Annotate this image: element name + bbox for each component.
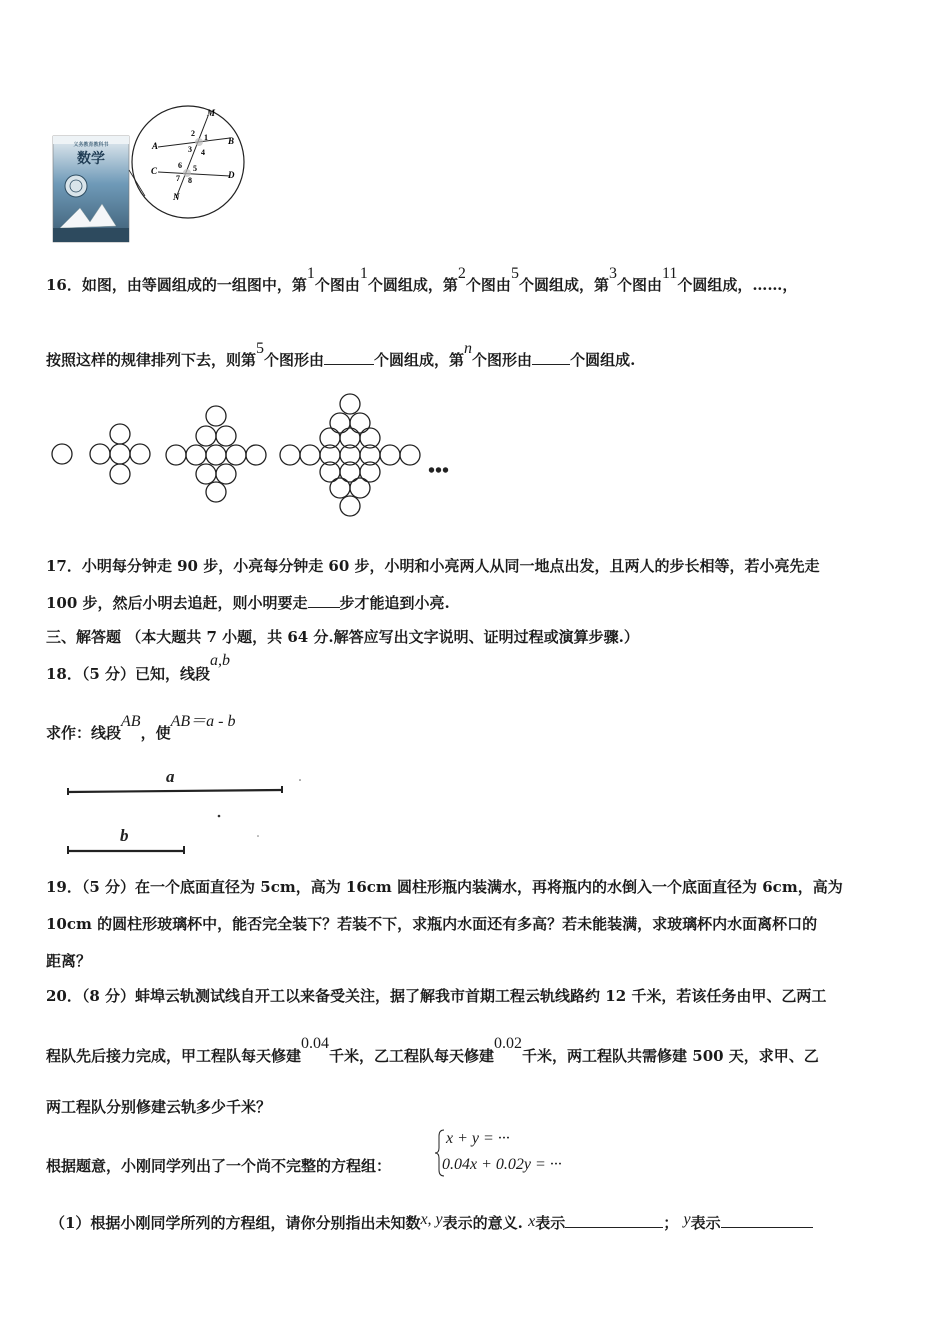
book-publisher: 义务教育教科书 [73, 143, 109, 148]
q19-line-2: 10cm 的圆柱形玻璃杯中，能否完全装下？若装不下，求瓶内水面还有多高？若未能装满，求玻璃杯内水面离杯口的 [46, 915, 818, 933]
book-diagram-svg [50, 100, 255, 248]
q17-line-1: 17．小明每分钟走 90 步，小亮每分钟走 60 步，小明和小亮两人从同一地点出发，且两人的步长相等，若小亮先走 [46, 557, 820, 575]
q18-line-2: 求作：线段AB，使AB＝a - b [46, 713, 236, 742]
figure-2 [90, 424, 150, 484]
magnifier-circle [132, 106, 244, 218]
segment-a [68, 790, 282, 792]
svg-text:B: B [228, 136, 235, 146]
svg-text:7: 7 [176, 174, 180, 183]
shell-icon [65, 175, 87, 197]
section-3-heading: 三、解答题 （本大题共 7 小题，共 64 分.解答应写出文字说明、证明过程或演算步骤.） [46, 628, 639, 646]
figure-3 [166, 406, 266, 502]
figure-1 [52, 444, 72, 464]
circle-pattern-figures [48, 392, 478, 522]
svg-text:8: 8 [188, 176, 192, 185]
q17-line-2: 100 步，然后小明去追赶，则小明要走 步才能追到小亮. [46, 594, 450, 612]
q20-line-4: 根据题意，小刚同学列出了一个尚不完整的方程组： [46, 1157, 392, 1175]
q20-line-1: 20．（8 分）蚌埠云轨测试线自开工以来备受关注，据了解我市首期工程云轨线路约 12 千米，若该任务由甲、乙两工 [46, 987, 827, 1005]
svg-text:3: 3 [188, 145, 192, 154]
svg-text:6: 6 [178, 161, 182, 170]
q19-line-1: 19．（5 分）在一个底面直径为 5cm，高为 16cm 圆柱形瓶内装满水，再将瓶内的水倒入一个底面直径为 6cm，高为 [46, 878, 843, 896]
svg-text:D: D [228, 170, 235, 180]
equation-system [434, 1128, 614, 1180]
svg-text:A: A [152, 141, 159, 151]
circles-svg [48, 392, 478, 522]
answer-blank-2[interactable] [532, 350, 570, 365]
q16-line-1: 16．如图，由等圆组成的一组图中，第1个图由1个圆组成，第2个图由5个圆组成，第3个图由11个圆组成，……， [46, 265, 798, 294]
answer-blank-1[interactable] [324, 350, 374, 365]
q16-line-2: 按照这样的规律排列下去，则第5个图形由 个圆组成，第n个图形由 个圆组成. [46, 340, 636, 369]
q20-line-2: 程队先后接力完成，甲工程队每天修建0.04千米，乙工程队每天修建0.02千米，两工程队共需修建 500 天，求甲、乙 [46, 1035, 819, 1065]
svg-text:5: 5 [193, 164, 197, 173]
figure-book-and-lines [50, 100, 255, 248]
label-a: a [166, 767, 175, 786]
svg-text:C: C [151, 166, 158, 176]
q18-line-1: 18．（5 分）已知，线段a,b [46, 652, 231, 683]
svg-text:2: 2 [191, 129, 195, 138]
label-b: b [120, 826, 129, 845]
segments-svg [62, 760, 312, 860]
q19-line-3: 距离？ [46, 952, 92, 970]
equation-2: 0.04x + 0.02y = ··· [442, 1156, 562, 1173]
book-title: 数学 [77, 152, 105, 167]
answer-blank-y[interactable] [721, 1213, 813, 1228]
svg-text:1: 1 [204, 133, 208, 142]
q20-line-3: 两工程队分别修建云轨多少千米？ [46, 1098, 272, 1116]
answer-blank-3[interactable] [308, 593, 340, 608]
answer-blank-x[interactable] [565, 1213, 663, 1228]
figure-4 [280, 394, 420, 516]
svg-text:4: 4 [201, 148, 205, 157]
q20-part-1: （1）根据小刚同学所列的方程组，请你分别指出未知数x, y表示的意义. x表示 ； y表示 [50, 1212, 813, 1233]
segments-a-b-figure [62, 760, 312, 860]
equation-1: x + y = ··· [446, 1130, 510, 1147]
continuation-dots: ••• [428, 460, 450, 482]
svg-text:M: M [207, 108, 216, 118]
svg-text:N: N [173, 192, 180, 202]
